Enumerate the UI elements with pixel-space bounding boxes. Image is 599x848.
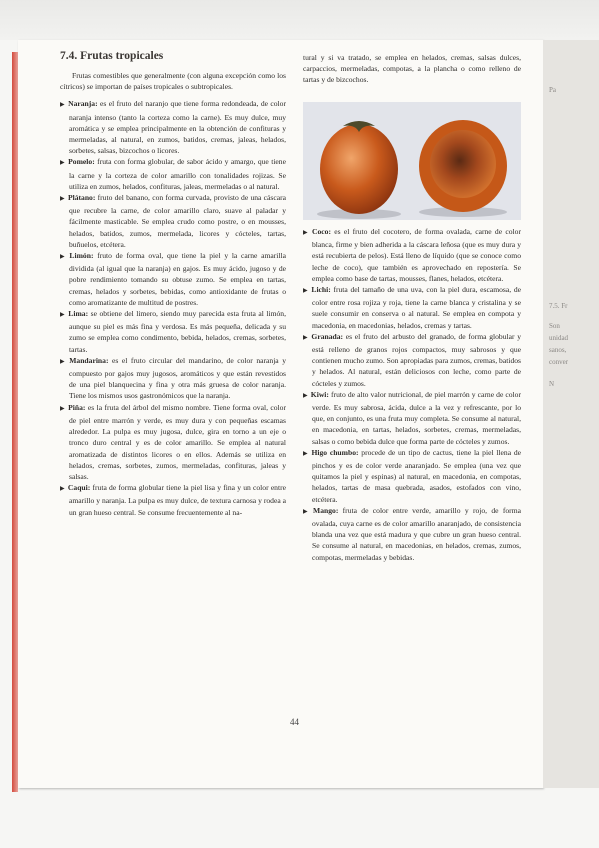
entry-mango: ▶ Mango: fruta de color entre verde, amarillo y rojo, de forma ovalada, cuya carne es de color amarillo anaranjado, de consistencia blanda una vez que está madura y que cubre un gran hueso central. Se consume al natural, en macedonias, en helados, cremas, zumos, compotas, mermeladas y bebidas.	[303, 505, 521, 562]
bullet-icon: ▶	[60, 102, 66, 109]
entry-pina: ▶ Piña: es la fruta del árbol del mismo nombre. Tiene forma oval, color de piel entre marrón y verde, es muy dura y con pequeñas escamas alrededor. La pulpa es muy jugosa, dulce, gira en torno a un eje o tronco duro central y es de color amarillo. Se emplea al natural aromatizada de distintos licores o en ellos. Además se utiliza en helados, cremas, sorbetes, zumos, mermeladas, confituras, jaleas y salsas.	[60, 402, 286, 481]
entry-pomelo: ▶ Pomelo: fruta con forma globular, de sabor ácido y amargo, que tiene la carne y la corteza de color amarillo con tonalidades rojizas. Se utiliza en zumos, helados, confituras, jaleas, mermeladas o al natural.	[60, 157, 286, 191]
entry-naranja: ▶ Naranja: es el fruto del naranjo que tiene forma redondeada, de color naranja intenso (tanto la corteza como la carne). Es muy dulce, muy aromática y se emplea principalmente en la obtención de confituras y mermeladas, al natural, en zumos, batidos, cremas, jaleas, helados, sorbetes, salsas, bizcochos o licores.	[60, 99, 286, 156]
bullet-icon: ▶	[303, 288, 309, 295]
bullet-icon: ▶	[303, 392, 308, 399]
side-label: Son	[549, 322, 560, 330]
page-number: 44	[290, 717, 299, 727]
side-label: unidad	[549, 334, 569, 342]
intro-paragraph: Frutas comestibles que generalmente (con alguna excepción como los cítricos) se importan de países tropicales o subtropicales.	[60, 71, 286, 92]
entry-kiwi: ▶ Kiwi: fruto de alto valor nutricional, de piel marrón y carne de color verde. Es muy sabrosa, ácida, dulce a la vez y refrescante, por lo que, en conjunto, es una fruta muy completa. Se consume al natural, en macedonia, en tartas, helados, sorbetes, cremas, mermeladas, salsas o como bebida dulce que forma parte de cócteles y zumos.	[303, 389, 521, 446]
whole-persimmon	[320, 124, 398, 214]
entry-lima: ▶ Lima: se obtiene del limero, siendo muy parecida esta fruta al limón, aunque su piel es más fina y verdosa. Es más pequeña, delicada y su zumo se emplea como condimento, bebida, helados, cremas, sorbetes, tartas.	[60, 309, 286, 354]
bullet-icon: ▶	[60, 358, 67, 365]
entry-caqui: ▶ Caqui: fruta de forma globular tiene la piel lisa y fina y un color entre amarillo y naranja. La pulpa es muy dulce, de textura carnosa y rodea a un gran hueso central. Se consume frecuentemente al na-	[60, 483, 286, 517]
bullet-icon: ▶	[303, 450, 309, 457]
entry-granada: ▶ Granada: es el fruto del arbusto del granado, de forma globular y está relleno de granos rojos compactos, muy sabrosos y que contienen mucho zumo. Son apropiadas para zumos, cremas, batidos y helados. Al natural, están deliciosos con leche, como parte de cócteles y zumos.	[303, 331, 521, 388]
adjacent-page-edge	[543, 40, 599, 788]
bullet-icon: ▶	[303, 508, 311, 515]
right-column	[303, 226, 521, 563]
entry-mandarina: ▶ Mandarina: es el fruto circular del mandarino, de color naranja y compuesto por gajos muy jugosos, aromáticos y que están revestidos de una piel blanquecina y fina y otra más gruesa de color naranja. Tiene los mismos usos gastronómicos que la naranja.	[60, 355, 286, 401]
bullet-icon: ▶	[60, 160, 66, 167]
entry-platano: ▶ Plátano: fruto del banano, con forma curvada, provisto de una cáscara que recubre la carne, de color amarillo claro, suave al paladar y fácilmente masticable. Se emplea crudo como postre, o en mousses, helados, batidos, zumos, mermelada, licores y cócteles, tartas, buñuelos, etcétera.	[60, 193, 286, 249]
side-label: 7.5. Fr	[549, 302, 568, 310]
section-title: 7.4. Frutas tropicales	[60, 50, 164, 62]
right-top-text	[303, 52, 521, 86]
entry-limon: ▶ Limón: fruto de forma oval, que tiene la piel y la carne amarilla dividida (al igual que la naranja) en gajos. Es muy ácido, jugoso y de pobre rendimiento tomando su obtuse zumo. Se emplea en tartas, cremas, helados y sorbetes, bebidas, como antioxidante de frutas o como aromatizante de multitud de postres.	[60, 251, 286, 307]
persimmon-flesh	[430, 130, 496, 198]
scan-top-shadow	[0, 0, 599, 40]
entry-lichi: ▶ Lichi: fruta del tamaño de una uva, con la piel dura, escamosa, de color entre rosa rojiza y roja, tiene la carne blanca y cristalina y se suele consumir en conserva o al natural. Se emplea en compota y macedonia, en macedonias, helados, cremas y tartas.	[303, 285, 521, 330]
bullet-icon: ▶	[60, 405, 66, 412]
bullet-icon: ▶	[60, 312, 66, 319]
continuation-paragraph: tural y si va tratado, se emplea en helados, cremas, salsas dulces, carpaccios, mermeladas, compotas, a la plancha o como relleno de tartas y de bizcochos.	[303, 53, 521, 85]
bullet-icon: ▶	[303, 230, 309, 236]
bullet-icon: ▶	[60, 196, 65, 203]
left-column	[60, 70, 286, 518]
side-label: sanos,	[549, 346, 567, 354]
entry-higo-chumbo: ▶ Higo chumbo: procede de un tipo de cactus, tiene la piel llena de pinchos y es de color verde anaranjado. Se emplea (una vez que quitamos la piel y espinas) al natural, en macedonia, en compotas, helados, tartas de masa quebrada, asados, estofados con vino, etcétera.	[303, 447, 521, 504]
bullet-icon: ▶	[60, 254, 67, 261]
persimmon-illustration	[303, 102, 521, 220]
persimmon-photo	[303, 102, 521, 220]
side-label: Pa	[549, 86, 556, 94]
side-label: N	[549, 380, 555, 388]
side-label: conver	[549, 358, 569, 366]
bullet-icon: ▶	[303, 334, 309, 341]
bullet-icon: ▶	[60, 486, 65, 493]
entry-coco: ▶ Coco: es el fruto del cocotero, de forma ovalada, carne de color blanca, firme y bien adherida a la cáscara leñosa (que es muy dura y está recubierta de pelos). Está lleno de líquido (que se conoce como leche de coco), que también es aprovechado en repostería. Se emplea como base de tartas, mousses, flanes, helados, etcétera.	[303, 227, 521, 283]
